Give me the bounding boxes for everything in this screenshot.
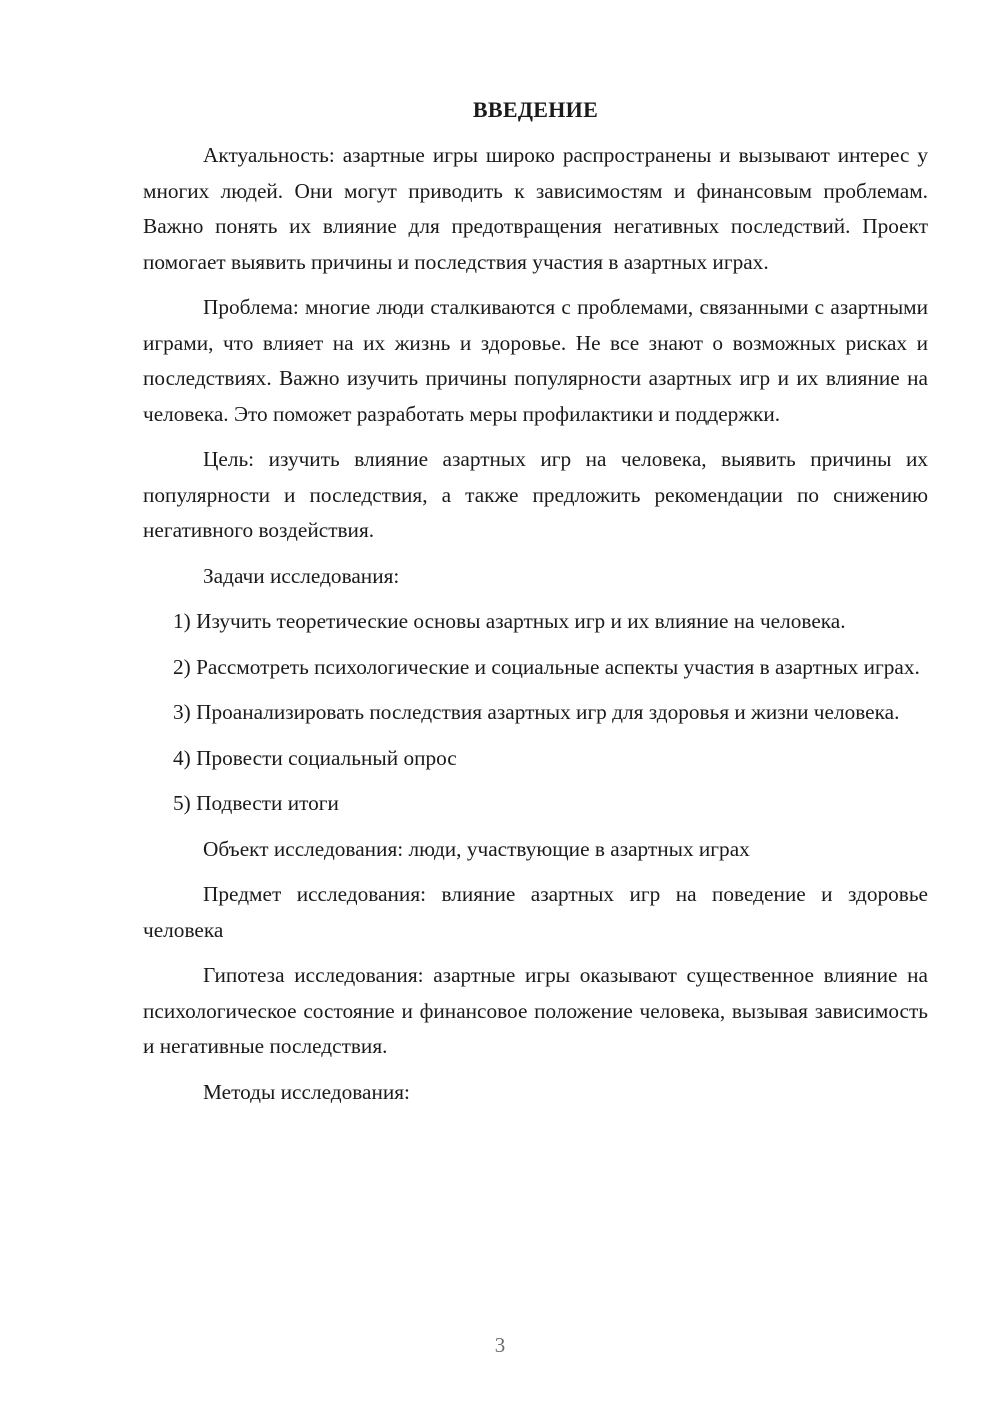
task-item-2: 2) Рассмотреть психологические и социальные аспекты участия в азартных играх. — [173, 654, 920, 679]
paragraph-goal: Цель: изучить влияние азартных игр на человека, выявить причины их популярности и последствия, а также предложить рекомендации по снижению негативного воздействия. — [143, 447, 928, 542]
task-item-1: 1) Изучить теоретические основы азартных игр и их влияние на человека. — [173, 609, 846, 633]
task-item-3: 3) Проанализировать последствия азартных игр для здоровья и жизни человека. — [173, 700, 900, 724]
paragraph-relevance: Актуальность: азартные игры широко распространены и вызывают интерес у многих людей. Они могут приводить к зависимостям и финансовым проблемам. Важно понять их влияние для предотвращения негативных последствий. Проект помогает выявить причины и последствия участия в азартных играх. — [143, 143, 928, 274]
task-item-4: 4) Провести социальный опрос — [173, 745, 457, 770]
page-content — [143, 95, 928, 1120]
paragraph-problem: Проблема: многие люди сталкиваются с проблемами, связанными с азартными играми, что влияет на их жизнь и здоровье. Не все знают о возможных рисках и последствиях. Важно изучить причины популярности азартных игр и их влияние на человека. Это поможет разработать меры профилактики и поддержки. — [143, 295, 928, 426]
page-number: 3 — [494, 1333, 506, 1357]
paragraph-subject: Предмет исследования: влияние азартных игр на поведение и здоровье человека — [143, 882, 928, 942]
task-item-5: 5) Подвести итоги — [173, 791, 339, 815]
paragraph-hypothesis: Гипотеза исследования: азартные игры оказывают существенное влияние на психологическое состояние и финансовое положение человека, вызывая зависимость и негативные последствия. — [143, 963, 928, 1058]
tasks-heading: Задачи исследования: — [203, 563, 400, 588]
paragraph-object: Объект исследования: люди, участвующие в азартных играх — [203, 836, 750, 861]
methods-heading: Методы исследования: — [203, 1079, 410, 1104]
tasks-list — [143, 604, 928, 822]
page-title: ВВЕДЕНИЕ — [472, 97, 599, 122]
